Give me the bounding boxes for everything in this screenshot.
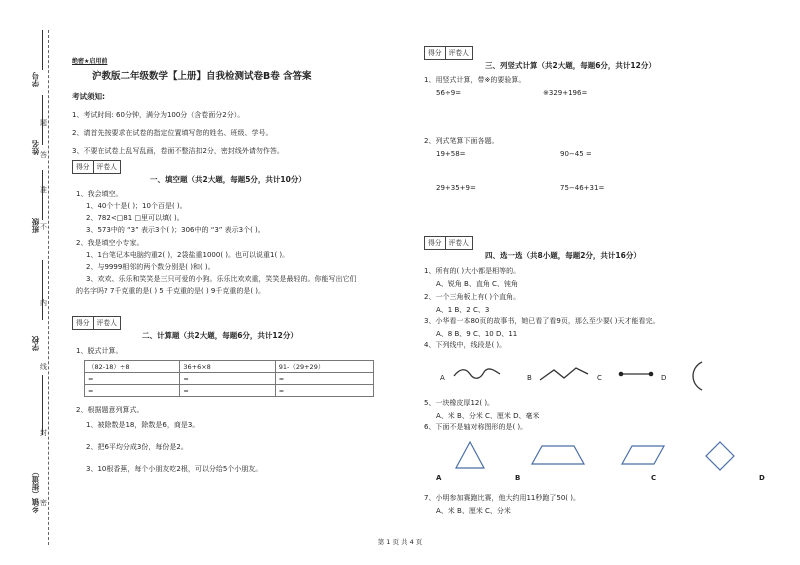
s4-line-5: 3、小华看一本80页的故事书，她已看了看9页，那么至少要( )天才能看完。 [424, 317, 660, 325]
grader-cell: 评卷人 [448, 239, 469, 247]
grader-cell: 评卷人 [96, 163, 117, 171]
s4-line-6: A、8 B、9 C、10 D、11 [436, 330, 518, 338]
table-row [85, 373, 374, 385]
s3-q2: 2、列式笔算下面各题。 [424, 137, 499, 145]
s3-row3-b: 75−46+31= [560, 184, 605, 192]
section-1-title: 一、填空题（共2大题，每题5分，共计10分） [150, 175, 306, 184]
section-4-title: 四、选一选（共8小题，每题2分，共计16分） [485, 251, 641, 260]
s1-line-1: 1、我会填空。 [76, 190, 123, 198]
q6-trapezoid-shape [530, 444, 586, 466]
s2-line-1: 1、被除数是18，除数是6，商是3。 [86, 421, 200, 429]
s4-line-7: 4、下列线中，线段是( )。 [424, 341, 507, 349]
notice-item-1: 1、考试时间: 60分钟，满分为100分（含卷面分2分）。 [72, 111, 245, 119]
seal-mark-3: 线 [40, 363, 47, 371]
q4-option-a-label: A [440, 374, 445, 382]
table-row [85, 385, 374, 397]
notice-item-2: 2、请首先按要求在试卷的指定位置填写您的姓名、班级、学号。 [72, 129, 273, 137]
table-cell: 91-（29+29） [275, 361, 373, 373]
s1-line-2: 1、40个十是( )；10个百是( )。 [86, 202, 187, 210]
s4-line-3: 2、一个三角板上有( )个直角。 [424, 293, 521, 301]
table-row [85, 361, 374, 373]
q4-option-c-label: C [597, 374, 602, 382]
secret-label: 绝密★启用前 [72, 58, 108, 65]
score-box-s1 [72, 160, 121, 174]
s4-line-1: 1、所有的( )大小都是相等的。 [424, 267, 521, 275]
q6-option-b-label: B [515, 474, 521, 482]
calc-table [84, 360, 374, 397]
s4-line-2: A、锐角 B、直角 C、钝角 [436, 280, 518, 288]
label-township: 乡镇（街道） [31, 468, 40, 513]
q6-triangle-shape [454, 440, 486, 470]
q4-curve-line [452, 364, 502, 386]
score-box-s2 [72, 316, 121, 330]
binding-dotted-line [48, 30, 49, 545]
s4-line-8: 5、一块橡皮厚12( )。 [424, 399, 495, 407]
seal-mark-1: 密 [40, 499, 47, 507]
q6-diamond-shape [704, 440, 736, 472]
s2-q1: 1、脱式计算。 [76, 347, 123, 355]
binding-underline-5 [42, 375, 43, 435]
score-cell: 得分 [73, 161, 94, 173]
s3-q1: 1、用竖式计算，带※的要验算。 [424, 76, 526, 84]
seal-mark-4: 内 [40, 299, 47, 307]
binding-underline-3 [42, 170, 43, 220]
s3-row3-a: 29+35+9= [436, 184, 476, 192]
s2-line-3: 3、10根香蕉，每个小朋友吃2根，可以分给5个小朋友。 [86, 465, 263, 473]
q6-option-a-label: A [436, 474, 442, 482]
s1-line-7: 2、与9999相邻的两个数分别是( )和( )。 [86, 263, 215, 271]
table-cell: = [85, 373, 180, 385]
section-2-title: 二、计算题（共2大题，每题6分，共计12分） [142, 331, 298, 340]
label-class: 班级 [31, 218, 40, 233]
table-cell: 36+6×8 [180, 361, 275, 373]
label-school: 学校 [31, 336, 40, 351]
q6-parallelogram-shape [620, 444, 666, 466]
s4-line-10: 6、下面不是轴对称图形的是( )。 [424, 423, 528, 431]
notice-item-3: 3、不要在试卷上乱写乱画，卷面不整洁扣2分，密封线外请勿作答。 [72, 147, 284, 155]
seal-mark-7: 答 [40, 151, 47, 159]
q4-segment-line [616, 366, 656, 382]
s4-line-9: A、米 B、分米 C、厘米 D、毫米 [436, 412, 540, 420]
s4-line-11: 7、小明参加赛跑比赛，他大约用11秒跑了50( )。 [424, 494, 580, 502]
q4-zigzag-line [538, 364, 590, 386]
binding-underline-1 [42, 30, 43, 70]
table-cell: = [180, 373, 275, 385]
label-name: 姓名 [31, 140, 40, 155]
s1-line-6: 1、1台笔记本电脑约重2( )，2袋盐重1000( )。也可以说重1( )。 [86, 251, 290, 259]
score-cell: 得分 [425, 237, 446, 249]
table-cell: （82-18）÷8 [85, 361, 180, 373]
s4-line-12: A、米 B、厘米 C、分米 [436, 507, 511, 515]
section-3-title: 三、列竖式计算（共2大题，每题6分，共计12分） [485, 61, 656, 70]
s3-row2-a: 19+58= [436, 150, 466, 158]
page-footer: 第 1 页 共 4 页 [377, 538, 423, 546]
score-box-s4 [424, 236, 473, 250]
q6-option-c-label: C [651, 474, 657, 482]
binding-underline-4 [42, 260, 43, 320]
seal-mark-5: 不 [40, 223, 47, 231]
s4-line-4: A、1 B、2 C、3 [436, 306, 490, 314]
s3-row2-b: 90−45 = [560, 150, 592, 158]
s2-line-2: 2、把6平均分成3份，每份是2。 [86, 443, 188, 451]
s3-row1-a: 56÷9= [436, 89, 462, 97]
notice-heading: 考试须知: [72, 92, 105, 101]
score-cell: 得分 [73, 317, 94, 329]
s1-line-4: 3、573中的 “3” 表示3个( )；306中的 “3” 表示3个( )。 [86, 226, 265, 234]
grader-cell: 评卷人 [96, 319, 117, 327]
s2-q2: 2、根据题意列算式。 [76, 406, 144, 414]
table-cell: = [85, 385, 180, 397]
seal-mark-2: 封 [40, 429, 47, 437]
table-cell: = [275, 385, 373, 397]
s1-line-5: 2、我是填空小专家。 [76, 239, 144, 247]
table-cell: = [275, 373, 373, 385]
s1-line-3: 2、782<□81 □里可以填( )。 [86, 214, 184, 222]
s1-line-8: 3、欢欢、乐乐和笑笑是三只可爱的小狗。乐乐比欢欢重，笑笑是最轻的。你能写出它们 [86, 275, 357, 283]
q4-option-b-label: B [527, 374, 532, 382]
label-student-id: 学号 [31, 72, 40, 87]
grader-cell: 评卷人 [448, 49, 469, 57]
score-cell: 得分 [425, 47, 446, 59]
score-box-s3 [424, 46, 473, 60]
s1-line-9: 的名字吗? 7千克重的是( ) 5 千克重的是( ) 9千克重的是( )。 [76, 287, 266, 295]
seal-mark-8: 题 [40, 119, 47, 127]
q4-arc-line [686, 360, 706, 392]
page-title: 沪教版二年级数学【上册】自我检测试卷B卷 含答案 [92, 71, 312, 82]
s3-row1-b: ※329+196= [543, 89, 588, 97]
seal-mark-6: 准 [40, 186, 47, 194]
q6-option-d-label: D [759, 474, 765, 482]
table-cell: = [180, 385, 275, 397]
q4-option-d-label: D [661, 374, 667, 382]
